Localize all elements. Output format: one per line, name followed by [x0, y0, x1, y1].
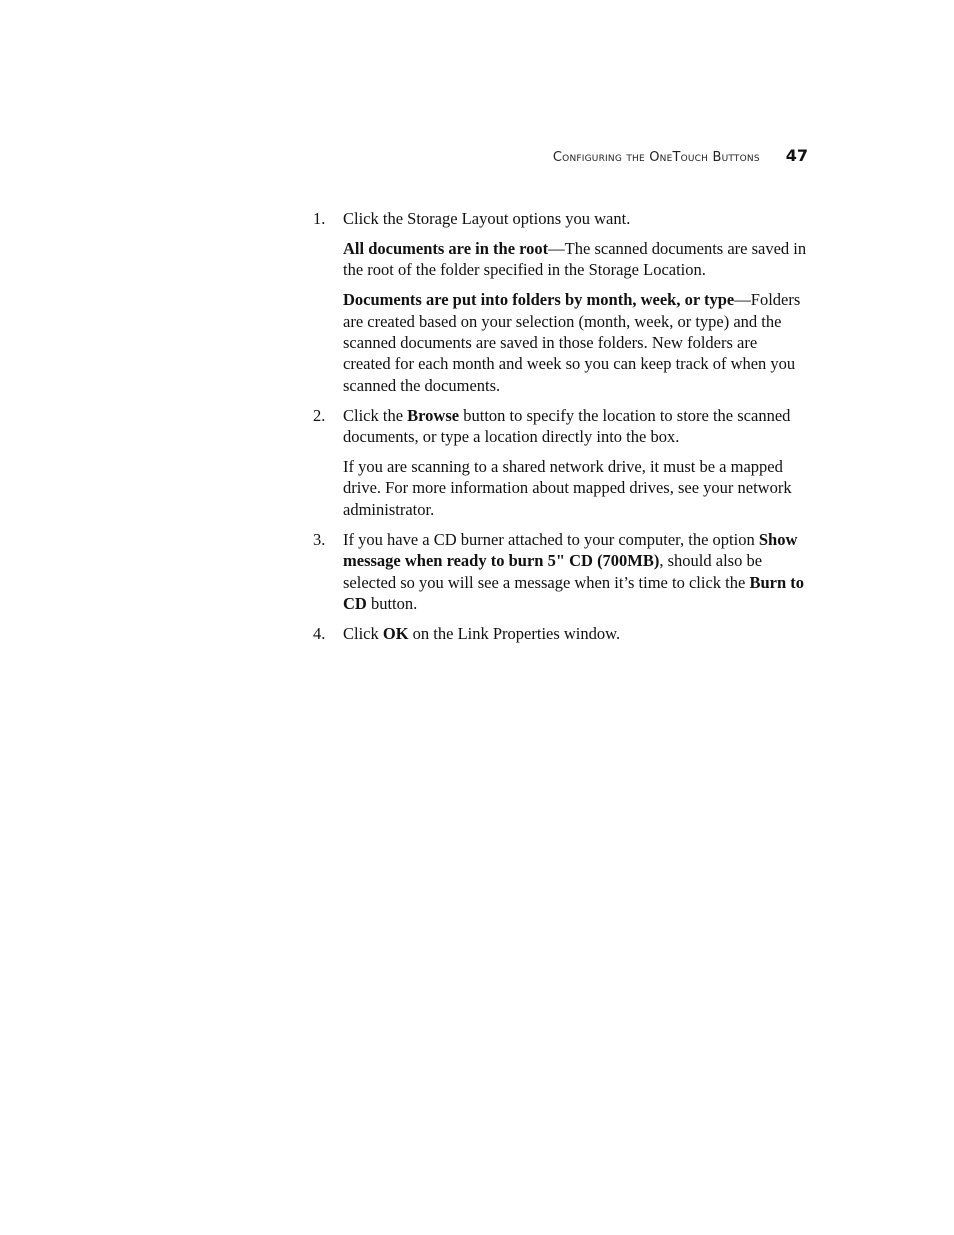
step-number: 3. [313, 529, 326, 549]
step-number: 2. [313, 405, 326, 425]
step-4-text: Click OK on the Link Properties window. [343, 623, 621, 643]
step-4 [313, 623, 807, 644]
step-number: 1. [313, 209, 326, 228]
step-number: 4. [313, 623, 326, 643]
burn-to-cd-term: Burn to CD [343, 572, 804, 613]
chapter-title: Configuring the OneTouch Buttons [552, 150, 760, 165]
option-root-term: All documents are in the root [343, 238, 549, 258]
running-header [553, 146, 808, 170]
browse-term: Browse [407, 405, 460, 425]
step-3-text: If you have a CD burner attached to your computer, the option Show message when ready to burn 5" CD (700MB), should also be selected so you will see a message when it’s time to click the Burn to CD button. [343, 529, 804, 613]
step-2 [313, 405, 807, 521]
show-message-option-term: Show message when ready to burn 5" CD (700MB) [343, 529, 798, 571]
step-3 [313, 529, 807, 615]
page-number: 47 [785, 146, 808, 165]
option-folders-description: Documents are put into folders by month, week, or type—Folders are created based on your selection (month, week, or type) and the scanned documents are saved in those folders. New folders are created for each month and week so you can keep track of when you scanned the documents. [343, 290, 801, 395]
option-folders-term: Documents are put into folders by month, week, or type [343, 290, 735, 310]
page-body [313, 208, 807, 653]
option-root-description: All documents are in the root—The scanned documents are saved in the root of the folder specified in the Storage Location. [343, 238, 807, 280]
network-drive-note: If you are scanning to a shared network drive, it must be a mapped drive. For more information about mapped drives, see your network administrator. [343, 457, 792, 519]
step-1 [313, 208, 807, 396]
ok-term: OK [382, 623, 409, 643]
step-1-text: Click the Storage Layout options you want. [343, 209, 631, 228]
step-2-text: Click the Browse button to specify the location to store the scanned documents, or type a location directly into the box. [343, 405, 791, 447]
